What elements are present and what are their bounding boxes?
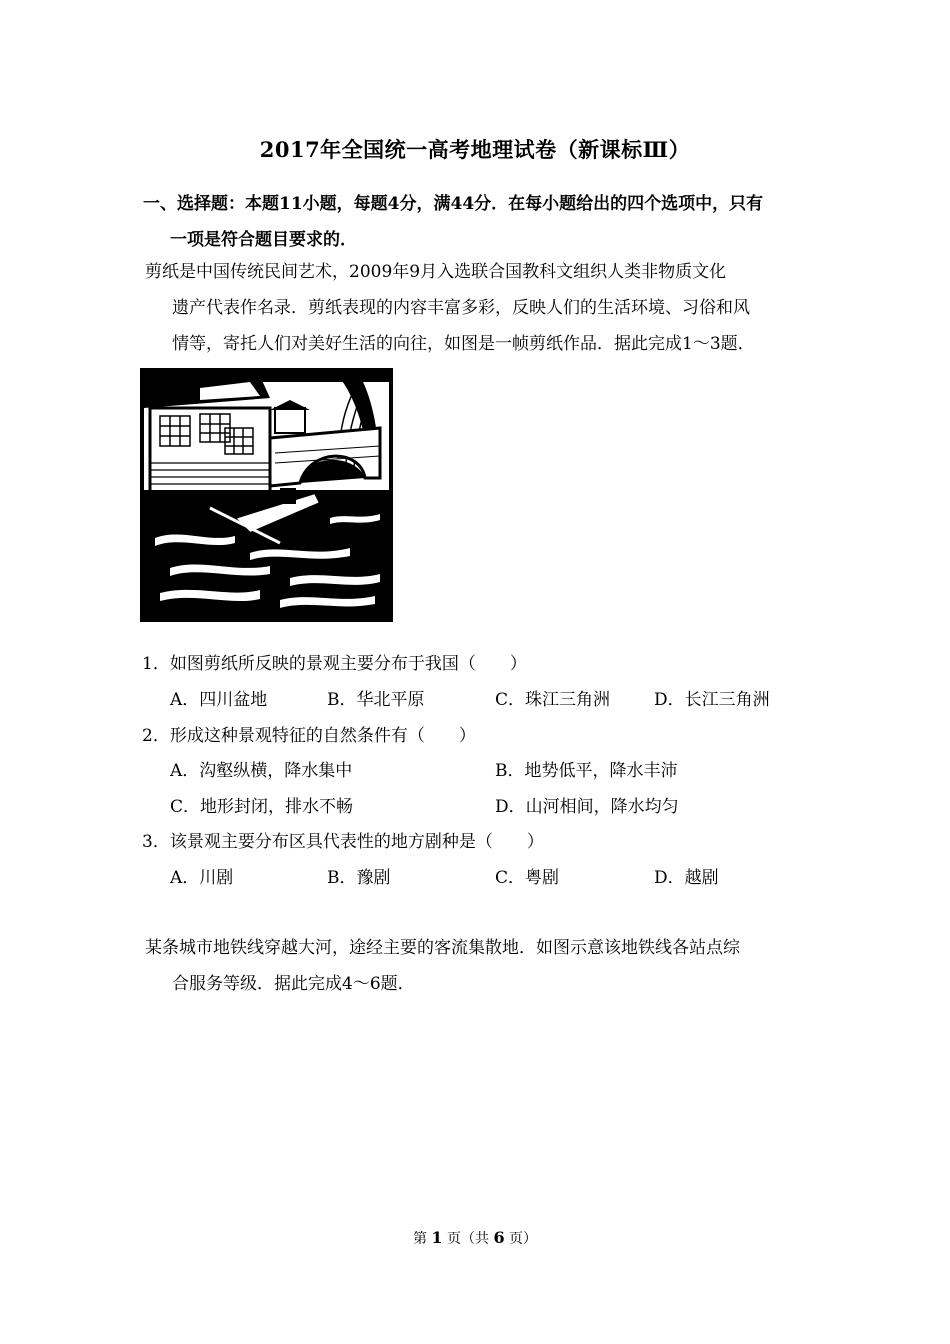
- question-1-option-c: C．珠江三角洲: [495, 690, 611, 710]
- question-2-stem: 2．形成这种景观特征的自然条件有（ ）: [142, 726, 476, 746]
- question-1-stem: 1．如图剪纸所反映的景观主要分布于我国（ ）: [142, 654, 527, 674]
- passage-subway: [145, 930, 813, 1002]
- page-footer: [0, 1228, 950, 1248]
- passage-subway-line-1: 某条城市地铁线穿越大河，途经主要的客流集散地．如图示意该地铁线各站点综: [145, 938, 740, 958]
- passage-subway-line-2: 合服务等级．据此完成4～6题．: [172, 974, 415, 994]
- question-3-option-a: A．川剧: [170, 868, 234, 888]
- section-heading-line-1: 一、选择题：本题11小题，每题4分，满44分．在每小题给出的四个选项中，只有: [143, 194, 764, 214]
- footer-total-pages: 6: [493, 1228, 505, 1247]
- question-2-option-a: A．沟壑纵横，降水集中: [170, 761, 353, 781]
- question-3-stem: 3．该景观主要分布区具代表性的地方剧种是（ ）: [142, 832, 544, 852]
- papercut-water-town-image: [140, 368, 393, 622]
- passage-papercut-line-2: 遗产代表作名录．剪纸表现的内容丰富多彩，反映人们的生活环境、习俗和风: [172, 298, 750, 318]
- passage-papercut: [145, 254, 813, 362]
- question-1-option-b: B．华北平原: [327, 690, 425, 710]
- page-title: 2017年全国统一高考地理试卷（新课标Ⅲ）: [259, 137, 691, 162]
- footer-suffix: 页）: [509, 1231, 538, 1247]
- section-heading: [143, 186, 813, 258]
- section-heading-line-2: 一项是符合题目要求的．: [170, 230, 357, 250]
- question-3-option-d: D．越剧: [654, 868, 719, 888]
- question-2-option-c: C．地形封闭，排水不畅: [170, 797, 354, 817]
- footer-middle: 页（共: [447, 1231, 489, 1247]
- question-1-option-a: A．四川盆地: [170, 690, 268, 710]
- passage-papercut-line-1: 剪纸是中国传统民间艺术，2009年9月入选联合国教科文组织人类非物质文化: [145, 262, 727, 282]
- question-3-option-b: B．豫剧: [327, 868, 391, 888]
- question-2-option-d: D．山河相间，降水均匀: [495, 797, 679, 817]
- question-3-option-c: C．粤剧: [495, 868, 560, 888]
- question-2-option-b: B．地势低平，降水丰沛: [495, 761, 678, 781]
- passage-papercut-line-3: 情等，寄托人们对美好生活的向往，如图是一帧剪纸作品．据此完成1～3题．: [172, 334, 755, 354]
- question-1-option-d: D．长江三角洲: [654, 690, 770, 710]
- footer-page-number: 1: [431, 1228, 443, 1247]
- footer-prefix: 第: [412, 1231, 427, 1247]
